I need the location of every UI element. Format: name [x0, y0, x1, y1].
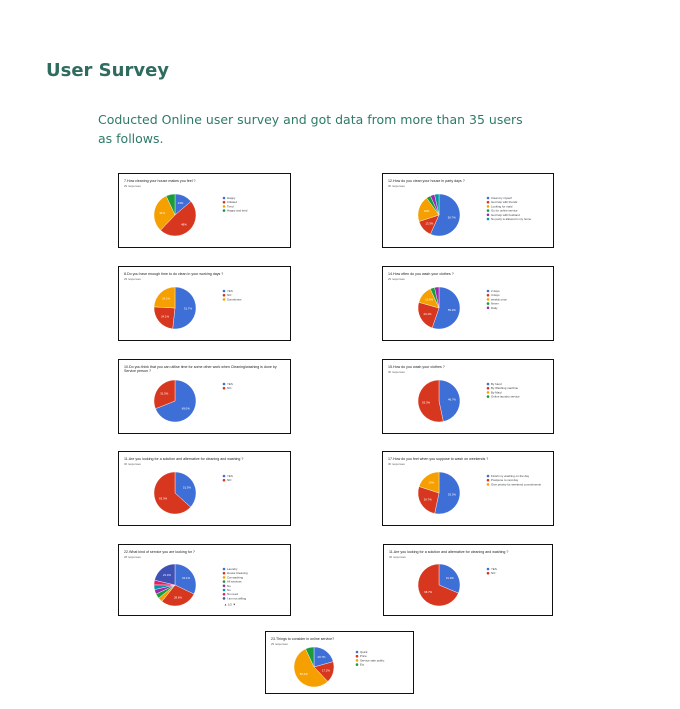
legend-swatch: [223, 479, 226, 482]
legend-label: NO: [227, 478, 232, 483]
slice-label: 20%: [428, 480, 435, 485]
legend-label: I am not willing: [227, 596, 247, 601]
slice-label: 31%: [159, 210, 165, 215]
legend-swatch: [487, 475, 490, 478]
slice-label: 20.7%: [317, 655, 326, 660]
legend-swatch: [223, 298, 226, 301]
chart-title: 8.Do you have enough time to do clean in your working days ?: [124, 272, 224, 276]
legend-swatch: [487, 568, 490, 571]
legend-label: House Cleaning: [227, 571, 248, 576]
legend-swatch: [487, 214, 490, 217]
legend-swatch: [223, 585, 226, 588]
legend-swatch: [223, 290, 226, 293]
pie-chart: [119, 174, 289, 246]
legend-swatch: [487, 302, 490, 305]
slice-label: 31.0%: [160, 391, 169, 396]
legend-label: All services: [227, 579, 242, 584]
legend-label: No: [227, 588, 231, 592]
chart-title: 11.Are you looking for a solution and alternative for cleaning and washing ?: [389, 550, 509, 554]
legend-swatch: [356, 663, 359, 666]
legend-swatch: [487, 383, 490, 386]
legend-swatch: [223, 568, 226, 571]
pie-chart: [383, 360, 552, 432]
pie-chart: [383, 267, 552, 339]
legend-label: NO: [491, 571, 496, 576]
legend-label: weekly once: [491, 297, 507, 302]
legend-label: No need: [227, 592, 238, 597]
legend-label: Irritated: [227, 200, 237, 205]
pie-chart: [119, 267, 289, 339]
legend-swatch: [487, 483, 490, 486]
legend-swatch: [487, 298, 490, 301]
chart-subtitle: 30 responses: [388, 184, 405, 188]
legend-label: Happy: [227, 196, 236, 200]
legend-label: Online laundry service: [491, 394, 520, 399]
slice-label: 13%: [177, 201, 184, 206]
legend-label: Daily: [491, 305, 498, 310]
legend-label: YES: [227, 474, 233, 478]
legend-swatch: [223, 580, 226, 583]
legend-label: Looking for maid: [491, 204, 513, 209]
legend-label: No party is allowed in my home: [491, 217, 532, 221]
legend-swatch: [487, 395, 490, 398]
legend-swatch: [223, 387, 226, 390]
chart-title: 15.How do you wash your clothes ?: [388, 365, 445, 369]
legend-swatch: [487, 209, 490, 212]
pie-chart: [119, 360, 289, 432]
legend-label: Get help with husband: [491, 212, 520, 217]
legend-swatch: [487, 294, 490, 297]
pie-chart: [384, 545, 551, 614]
legend-swatch: [356, 651, 359, 654]
chart-subtitle: 28 responses: [124, 555, 141, 559]
slice-label: 31.3%: [182, 485, 191, 490]
chart-title: 17.How do you feel when you suppose to wash on weekends ?: [388, 457, 489, 461]
slice-label: 48%: [181, 222, 187, 227]
legend-label: Sometimes: [227, 297, 242, 302]
legend-swatch: [487, 197, 490, 200]
legend-label: Quick: [360, 650, 368, 654]
legend-label: YES: [227, 382, 233, 386]
pie-chart: [266, 632, 412, 692]
legend-label: Give priority for weekend commitments: [491, 482, 541, 487]
chart-subtitle: 29 responses: [124, 184, 141, 188]
legend-label: YES: [227, 289, 233, 293]
legend-label: By Maid: [491, 390, 502, 395]
legend-label: No: [227, 583, 231, 588]
legend-label: Laundry: [227, 567, 238, 571]
legend-swatch: [223, 197, 226, 200]
chart-subtitle: 30 responses: [388, 370, 405, 374]
chart-title: 11.Are you looking for a solution and alternative for cleaning and washing ?: [124, 457, 244, 461]
chart-title: 14.How often do you wash your clothes ?: [388, 272, 454, 276]
slice-label: 53.3%: [447, 492, 456, 497]
legend-label: Service sate public: [360, 658, 385, 663]
legend-swatch: [223, 383, 226, 386]
slice-label: 55.2%: [299, 671, 308, 676]
chart-card-3: [118, 266, 291, 341]
legend-pager[interactable]: ▲ 1/2 ▼: [224, 602, 236, 607]
slice-label: 26.7%: [423, 497, 432, 502]
chart-subtitle: 30 responses: [388, 462, 405, 466]
legend-label: Postpone to next day: [491, 478, 519, 483]
slice-label: 63.3%: [159, 496, 168, 501]
slice-label: 20%: [423, 208, 430, 213]
legend-swatch: [487, 307, 490, 310]
intro-text: Coducted Online user survey and got data from more than 35 users as follows.: [98, 112, 523, 146]
legend-label: Never: [491, 301, 499, 306]
chart-card-5: [118, 359, 291, 434]
slice-label: 13.8%: [425, 297, 434, 302]
legend-swatch: [223, 572, 226, 575]
chart-title: 23.Things to consider in online service?: [271, 637, 335, 641]
pie-chart: [383, 174, 552, 246]
legend-swatch: [223, 209, 226, 212]
slice-label: 24.1%: [161, 314, 170, 319]
legend-swatch: [356, 655, 359, 658]
chart-subtitle: 29 responses: [271, 642, 288, 646]
slice-label: 53.3%: [422, 400, 431, 405]
legend-label: Go for online service: [491, 208, 518, 213]
legend-swatch: [223, 597, 226, 600]
chart-title-cont: Service person ?: [124, 369, 151, 373]
chart-card-9: [118, 544, 291, 616]
legend-label: Price: [360, 654, 367, 659]
chart-subtitle: 30 responses: [389, 555, 406, 559]
slice-label: 24.1%: [423, 312, 432, 317]
slice-label: 69.0%: [181, 406, 190, 411]
legend-label: Car washing: [227, 575, 244, 580]
chart-subtitle: 29 responses: [388, 277, 405, 281]
legend-swatch: [487, 218, 490, 221]
chart-title: 7.How cleaning your house makes you feel ?: [124, 179, 196, 183]
legend-label: Get help with friends: [491, 200, 518, 205]
chart-subtitle: 29 responses: [124, 277, 141, 281]
pie-chart: [119, 452, 289, 524]
chart-card-6: [382, 359, 554, 434]
legend-swatch: [487, 290, 490, 293]
slice-label: 31.3%: [445, 575, 454, 580]
chart-title: 10.Do you think that you can utilise time for some other work when Cleaning/washing is done by: [124, 365, 277, 369]
slice-label: 24.1%: [162, 296, 171, 301]
slice-label: 32.1%: [182, 576, 190, 581]
legend-swatch: [223, 576, 226, 579]
legend-swatch: [487, 205, 490, 208]
legend-swatch: [223, 205, 226, 208]
legend-swatch: [223, 589, 226, 592]
slice-label: 55.2%: [447, 308, 456, 313]
chart-title: 22.What kind of service you are looking for ?: [124, 550, 195, 554]
legend-swatch: [487, 391, 490, 394]
slice-label: 13.3%: [425, 221, 434, 226]
slice-label: 46.7%: [447, 397, 456, 402]
legend-label: By Washing machine: [491, 386, 519, 391]
legend-label: NO: [227, 293, 232, 298]
legend-swatch: [223, 294, 226, 297]
slice-label: 56.7%: [447, 215, 456, 220]
slice-label: 17.2%: [321, 668, 330, 673]
legend-label: 4 days: [491, 293, 500, 298]
legend-swatch: [223, 475, 226, 478]
legend-swatch: [223, 201, 226, 204]
slice-label: 21.4%: [162, 572, 171, 577]
legend-label: NO: [227, 386, 232, 391]
legend-swatch: [487, 572, 490, 575]
page-title: User Survey: [46, 60, 170, 81]
legend-label: YES: [491, 567, 497, 571]
legend-swatch: [487, 387, 490, 390]
legend-swatch: [223, 593, 226, 596]
pie-chart: [119, 545, 289, 614]
legend-swatch: [487, 201, 490, 204]
legend-swatch: [356, 659, 359, 662]
chart-subtitle: 30 responses: [124, 462, 141, 466]
chart-card-8: [382, 451, 554, 526]
chart-card-2: [382, 173, 554, 248]
slice-label: 68.7%: [424, 590, 433, 595]
legend-label: Tired: [227, 204, 234, 209]
legend-label: Happy and tired: [227, 208, 248, 213]
chart-title: 12.How do you clean your house in party days ?: [388, 179, 465, 183]
chart-card-4: [382, 266, 554, 341]
legend-label: Clean by myself: [491, 196, 512, 200]
legend-swatch: [487, 479, 490, 482]
chart-card-7: [118, 451, 291, 526]
legend-label: 2 days: [491, 289, 500, 293]
slice-label: 28.6%: [173, 595, 182, 600]
chart-card-11: [265, 631, 414, 694]
legend-label: By hand: [491, 382, 502, 386]
chart-card-10: [383, 544, 553, 616]
chart-card-1: [118, 173, 291, 248]
legend-label: Etc: [360, 662, 365, 667]
pie-chart: [383, 452, 552, 524]
slice-label: 51.7%: [184, 306, 192, 311]
legend-label: Finish my washing on the day: [491, 474, 530, 478]
